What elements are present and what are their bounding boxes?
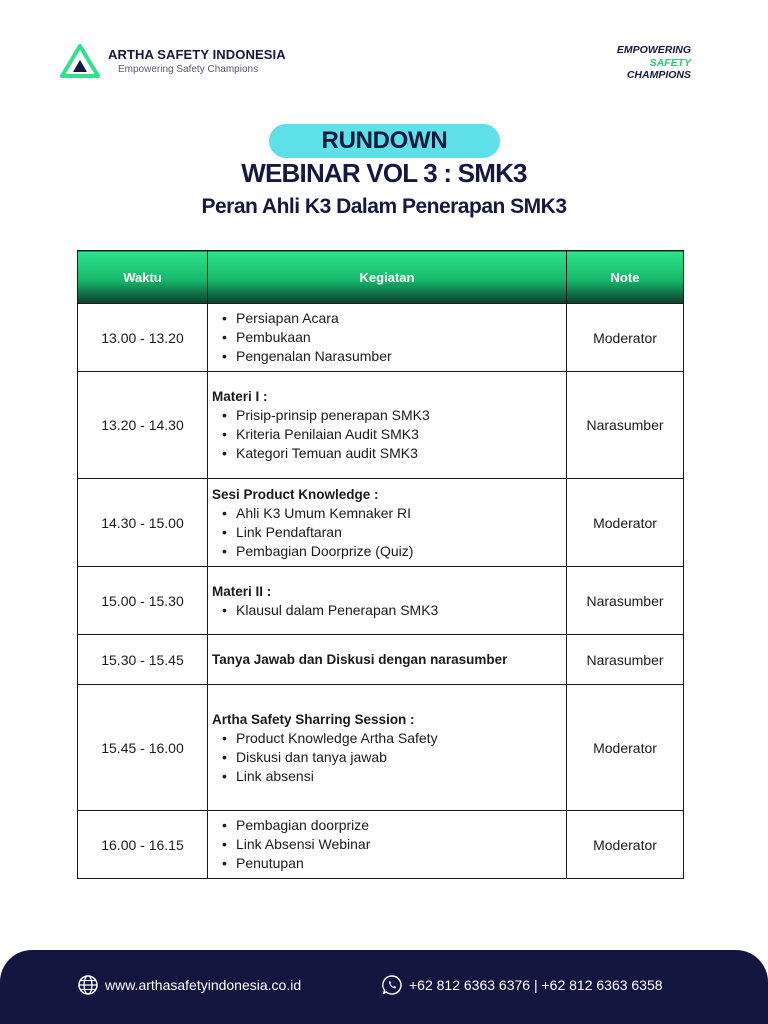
rundown-table: [77, 250, 684, 879]
row-activity: [208, 811, 567, 879]
activity-item: • Persiapan Acara: [212, 309, 566, 328]
activity-item: • Product Knowledge Artha Safety: [212, 729, 566, 748]
activity-heading: Sesi Product Knowledge :: [212, 486, 379, 502]
activity-item: • Ahli K3 Umum Kemnaker RI: [212, 504, 566, 523]
activity-item: • Pengenalan Narasumber: [212, 347, 566, 366]
activity-item: • Pembagian Doorprize (Quiz): [212, 542, 566, 561]
activity-item: • Pembukaan: [212, 328, 566, 347]
row-activity: [208, 304, 567, 372]
activity-list: [212, 309, 566, 366]
activity-list: [212, 504, 566, 561]
row-note: Moderator: [567, 479, 684, 567]
footer-bar: [0, 950, 768, 1024]
row-activity: [208, 372, 567, 479]
row-time: 16.00 - 16.15: [78, 811, 208, 879]
footer-phones-text: +62 812 6363 6376 | +62 812 6363 6358: [409, 977, 663, 993]
row-note: Narasumber: [567, 372, 684, 479]
row-activity: [208, 685, 567, 811]
page-subtitle: Peran Ahli K3 Dalam Penerapan SMK3: [201, 195, 567, 218]
row-activity: [208, 567, 567, 635]
activity-list: [212, 816, 566, 873]
activity-heading: Artha Safety Sharring Session :: [212, 711, 415, 727]
row-note: Moderator: [567, 304, 684, 372]
slogan: [617, 44, 691, 82]
activity-item: • Pembagian doorprize: [212, 816, 566, 835]
column-header-kegiatan: Kegiatan: [208, 251, 567, 304]
table-row: [78, 567, 684, 635]
page-title: WEBINAR VOL 3 : SMK3: [241, 158, 527, 188]
brand-name: ARTHA SAFETY INDONESIA: [108, 47, 286, 62]
brand-logo-icon: [60, 44, 100, 78]
activity-list: [212, 406, 566, 463]
activity-item: • Link absensi: [212, 767, 566, 786]
slogan-line-3: CHAMPIONS: [626, 69, 691, 81]
activity-item: • Klausul dalam Penerapan SMK3: [212, 601, 566, 620]
activity-item: • Link Pendaftaran: [212, 523, 566, 542]
column-header-note: Note: [567, 251, 684, 304]
row-activity: [208, 635, 567, 685]
footer-website[interactable]: [77, 974, 301, 996]
table-row: [78, 304, 684, 372]
slogan-line-2: SAFETY: [649, 56, 691, 69]
row-note: Moderator: [567, 685, 684, 811]
activity-item: • Penutupan: [212, 854, 566, 873]
activity-heading: Tanya Jawab dan Diskusi dengan narasumber: [212, 652, 508, 667]
row-time: 13.00 - 13.20: [78, 304, 208, 372]
activity-item: • Prisip-prinsip penerapan SMK3: [212, 406, 566, 425]
table-row: [78, 635, 684, 685]
column-header-waktu: Waktu: [78, 251, 208, 304]
row-time: 14.30 - 15.00: [78, 479, 208, 567]
row-time: 15.45 - 16.00: [78, 685, 208, 811]
row-note: Narasumber: [567, 635, 684, 685]
table-body: [78, 304, 684, 879]
activity-item: • Kriteria Penilaian Audit SMK3: [212, 425, 566, 444]
row-time: 15.00 - 15.30: [78, 567, 208, 635]
table-header-row: [78, 251, 684, 304]
row-note: Moderator: [567, 811, 684, 879]
activity-heading: Materi II :: [212, 583, 272, 599]
row-time: 15.30 - 15.45: [78, 635, 208, 685]
activity-list: [212, 601, 566, 620]
row-time: 13.20 - 14.30: [78, 372, 208, 479]
table-row: [78, 372, 684, 479]
brand-tagline: Empowering Safety Champions: [118, 64, 259, 75]
whatsapp-icon: [381, 974, 403, 996]
activity-item: • Link Absensi Webinar: [212, 835, 566, 854]
brand-block: [60, 44, 286, 78]
footer-website-text: www.arthasafetyindonesia.co.id: [105, 977, 302, 993]
row-note: Narasumber: [567, 567, 684, 635]
slogan-line-1: EMPOWERING: [616, 44, 691, 56]
table-row: [78, 685, 684, 811]
table-row: [78, 811, 684, 879]
globe-icon: [77, 974, 99, 996]
rundown-badge-label: RUNDOWN: [321, 127, 448, 154]
footer-phones[interactable]: [381, 974, 663, 996]
activity-list: [212, 729, 566, 786]
activity-item: • Diskusi dan tanya jawab: [212, 748, 566, 767]
rundown-badge: [269, 124, 500, 158]
activity-heading: Materi I :: [212, 389, 268, 404]
table-row: [78, 479, 684, 567]
row-activity: [208, 479, 567, 567]
activity-item: • Kategori Temuan audit SMK3: [212, 444, 566, 463]
